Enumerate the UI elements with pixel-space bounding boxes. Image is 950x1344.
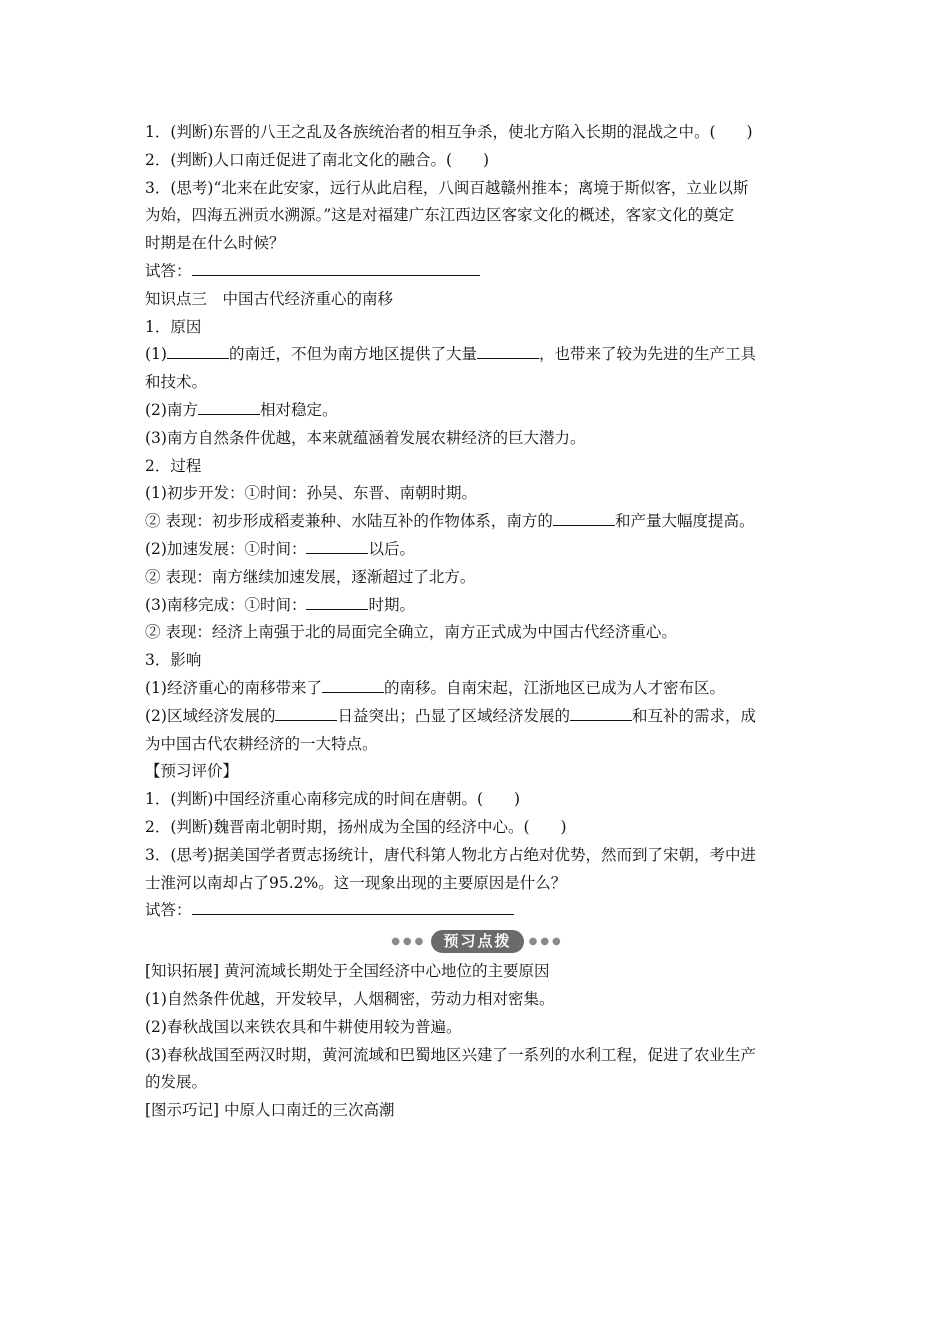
banner-badge: 预习点拨 [431, 930, 523, 953]
reason-heading: 1．原因 [145, 317, 202, 336]
extension-title: [知识拓展] 黄河流域长期处于全国经济中心地位的主要原因 [145, 962, 550, 981]
diagram-title: [图示巧记] 中原人口南迁的三次高潮 [145, 1101, 395, 1120]
process-1b: ② 表现：初步形成稻麦兼种、水陆互补的作物体系，南方的 和产量大幅度提高。 [145, 512, 755, 531]
impact-1: (1)经济重心的南移带来了 的南移。自南宋起，江浙地区已成为人才密布区。 [145, 678, 725, 697]
answer-line[interactable] [192, 898, 514, 915]
prereview2-q1: 1．(判断)中国经济重心南移完成的时间在唐朝。( ) [145, 790, 521, 809]
fill-blank[interactable] [322, 677, 384, 693]
answer-line[interactable] [192, 259, 480, 276]
process-3b: ② 表现：经济上南强于北的局面完全确立，南方正式成为中国古代经济重心。 [145, 623, 677, 642]
reason-3: (3)南方自然条件优越，本来就蕴涵着发展农耕经济的巨大潜力。 [145, 428, 586, 447]
prereview2-q3-line2: 士淮河以南却占了95.2%。这一现象出现的主要原因是什么？ [145, 873, 567, 892]
extension-1: (1)自然条件优越，开发较早，人烟稠密，劳动力相对密集。 [145, 989, 555, 1008]
fill-blank[interactable] [275, 705, 337, 721]
fill-blank[interactable] [477, 343, 539, 359]
prereview2-q3-line1: 3．(思考)据美国学者贾志扬统计，唐代科第人物北方占绝对优势，然而到了宋朝，考中进 [145, 845, 756, 864]
process-2b: ② 表现：南方继续加速发展，逐渐超过了北方。 [145, 567, 476, 586]
fill-blank[interactable] [570, 705, 632, 721]
fill-blank[interactable] [198, 399, 260, 415]
section-banner [145, 927, 810, 957]
prereview1-answer: 试答： [145, 258, 810, 286]
reason-1: (1) 的南迁，不但为南方地区提供了大量 ，也带来了较为先进的生产工具 [145, 345, 756, 364]
process-heading: 2．过程 [145, 456, 202, 475]
process-1: (1)初步开发：①时间：孙吴、东晋、南朝时期。 [145, 484, 477, 503]
prereview1-q3-line3: 时期是在什么时候？ [145, 234, 285, 253]
process-2: (2)加速发展：①时间： 以后。 [145, 539, 415, 558]
impact-2-line2: 为中国古代农耕经济的一大特点。 [145, 734, 378, 753]
fill-blank[interactable] [553, 510, 615, 526]
impact-2: (2)区域经济发展的 日益突出；凸显了区域经济发展的 和互补的需求，成 [145, 706, 756, 725]
document-page [145, 119, 810, 1125]
prereview1-q2: 2．(判断)人口南迁促进了南北文化的融合。( ) [145, 150, 490, 169]
dots-icon: ●●● [391, 936, 427, 948]
fill-blank[interactable] [167, 343, 229, 359]
prereview2-q2: 2．(判断)魏晋南北朝时期，扬州成为全国的经济中心。( ) [145, 817, 567, 836]
fill-blank[interactable] [306, 594, 368, 610]
process-3: (3)南移完成：①时间： 时期。 [145, 595, 415, 614]
extension-3-line1: (3)春秋战国至两汉时期，黄河流域和巴蜀地区兴建了一系列的水利工程，促进了农业生产 [145, 1045, 756, 1064]
reason-2: (2)南方 相对稳定。 [145, 400, 338, 419]
prereview2-heading: 【预习评价】 [145, 762, 239, 781]
dots-icon: ●●● [528, 936, 564, 948]
section3-title: 知识点三 中国古代经济重心的南移 [145, 289, 394, 308]
reason-1-line2: 和技术。 [145, 373, 208, 392]
prereview1-q1: 1．(判断)东晋的八王之乱及各族统治者的相互争杀，使北方陷入长期的混战之中。( ) [145, 123, 753, 141]
extension-2: (2)春秋战国以来铁农具和牛耕使用较为普遍。 [145, 1017, 462, 1036]
impact-heading: 3．影响 [145, 651, 202, 670]
prereview1-q3-line2: 为始，四海五洲贡水溯源。”这是对福建广东江西边区客家文化的概述，客家文化的奠定 [145, 206, 735, 225]
prereview2-answer: 试答： [145, 897, 810, 925]
fill-blank[interactable] [306, 538, 368, 554]
prereview1-q3-line1: 3．(思考)“北来在此安家，远行从此启程，八闽百越赣州推本；离境于斯似客，立业以斯 [145, 178, 749, 197]
extension-3-line2: 的发展。 [145, 1073, 208, 1092]
